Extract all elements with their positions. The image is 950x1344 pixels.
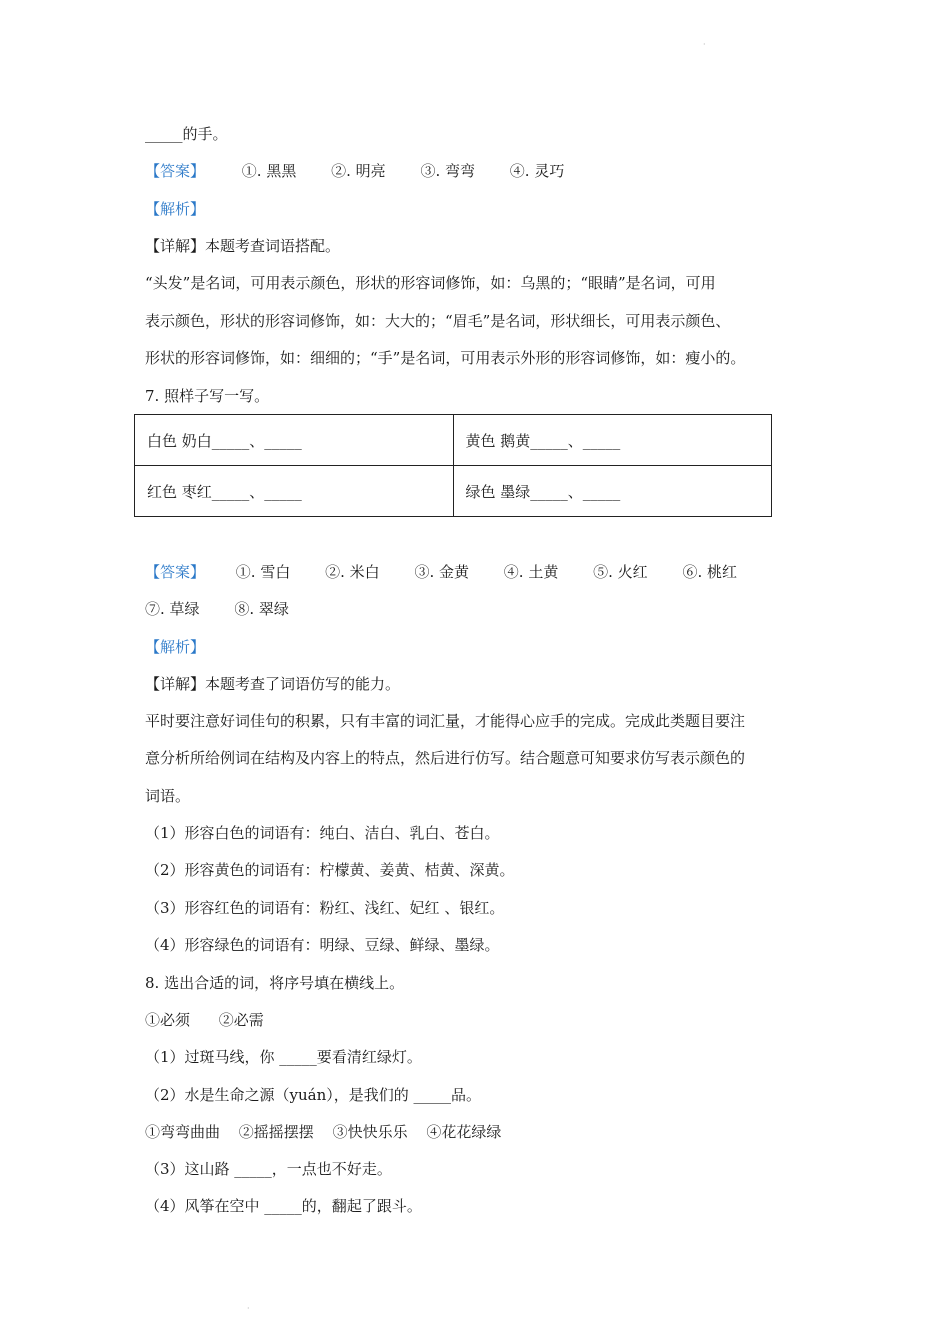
answer-option: ⑦. 草绿	[145, 600, 200, 618]
q6-explain-line: 形状的形容词修饰，如：细细的；“手”是名词，可用表示外形的形容词修饰，如：瘦小的。	[145, 349, 746, 367]
q8-sentence: （3）这山路 _____，一点也不好走。	[145, 1160, 392, 1178]
q8-sentence: （1）过斑马线，你 _____要看清红绿灯。	[145, 1048, 422, 1066]
q7-answer-line-2	[145, 599, 289, 619]
answer-label: 【答案】	[145, 563, 206, 581]
q7-explain-line: 平时要注意好词佳句的积累，只有丰富的词汇量，才能得心应手的完成。完成此类题目要注	[145, 712, 746, 730]
q7-answer-line	[145, 562, 737, 582]
table-cell: 红色 枣红_____、_____	[135, 466, 454, 517]
answer-label: 【答案】	[145, 162, 206, 180]
table-row	[135, 466, 772, 517]
q6-tail: _____的手。	[145, 125, 228, 143]
q6-explain-line: “头发”是名词，可用表示颜色，形状的形容词修饰，如：乌黑的；“眼睛”是名词，可用	[145, 274, 716, 292]
answer-option: ②. 明亮	[331, 162, 386, 180]
choice-option: ①弯弯曲曲	[145, 1123, 221, 1141]
table-cell: 黄色 鹅黄_____、_____	[453, 415, 772, 466]
answer-option: ③. 弯弯	[420, 162, 475, 180]
choice-option: ④花花绿绿	[426, 1123, 502, 1141]
q6-explain-line: 表示颜色，形状的形容词修饰，如：大大的；“眉毛”是名词，形状细长，可用表示颜色、	[145, 312, 731, 330]
q7-item: （1）形容白色的词语有：纯白、洁白、乳白、苍白。	[145, 824, 500, 842]
answer-option: ①. 黑黑	[241, 162, 297, 180]
choice-option: ①必须	[145, 1011, 191, 1029]
q8-sentence: （4）风筝在空中 _____的，翻起了跟斗。	[145, 1197, 422, 1215]
answer-option: ③. 金黄	[414, 563, 469, 581]
q7-explain-line: 词语。	[145, 787, 191, 805]
q6-answer-line	[145, 161, 564, 181]
table-row	[135, 415, 772, 466]
choice-option: ②摇摇摆摆	[238, 1123, 314, 1141]
q7-item: （2）形容黄色的词语有：柠檬黄、姜黄、桔黄、深黄。	[145, 861, 515, 879]
analysis-label: 【解析】	[145, 638, 206, 656]
answer-option: ②. 米白	[325, 563, 380, 581]
analysis-label: 【解析】	[145, 200, 206, 218]
q7-question: 7. 照样子写一写。	[145, 387, 270, 405]
table-cell: 绿色 墨绿_____、_____	[453, 466, 772, 517]
q7-item: （4）形容绿色的词语有：明绿、豆绿、鲜绿、墨绿。	[145, 936, 500, 954]
table-cell: 白色 奶白_____、_____	[135, 415, 454, 466]
q8-choices-1	[145, 1010, 264, 1030]
answer-option: ⑥. 桃红	[682, 563, 737, 581]
q8-choices-2	[145, 1122, 501, 1142]
q8-sentence: （2）水是生命之源（yuán），是我们的 _____品。	[145, 1086, 482, 1104]
answer-option: ①. 雪白	[235, 563, 291, 581]
answer-option: ⑤. 火红	[593, 563, 648, 581]
choice-option: ②必需	[218, 1011, 264, 1029]
page-dot-top: ·	[703, 40, 706, 49]
q6-detail: 【详解】本题考查词语搭配。	[145, 237, 341, 255]
page-dot-bottom: ·	[247, 1304, 250, 1313]
q8-question: 8. 选出合适的词，将序号填在横线上。	[145, 974, 405, 992]
q7-detail: 【详解】本题考查了词语仿写的能力。	[145, 675, 401, 693]
q7-table	[134, 414, 772, 517]
answer-option: ⑧. 翠绿	[234, 600, 289, 618]
choice-option: ③快快乐乐	[332, 1123, 408, 1141]
answer-option: ④. 灵巧	[509, 162, 565, 180]
answer-option: ④. 土黄	[503, 563, 559, 581]
q7-item: （3）形容红色的词语有：粉红、浅红、妃红 、银红。	[145, 899, 505, 917]
q7-explain-line: 意分析所给例词在结构及内容上的特点，然后进行仿写。结合题意可知要求仿写表示颜色的	[145, 749, 746, 767]
